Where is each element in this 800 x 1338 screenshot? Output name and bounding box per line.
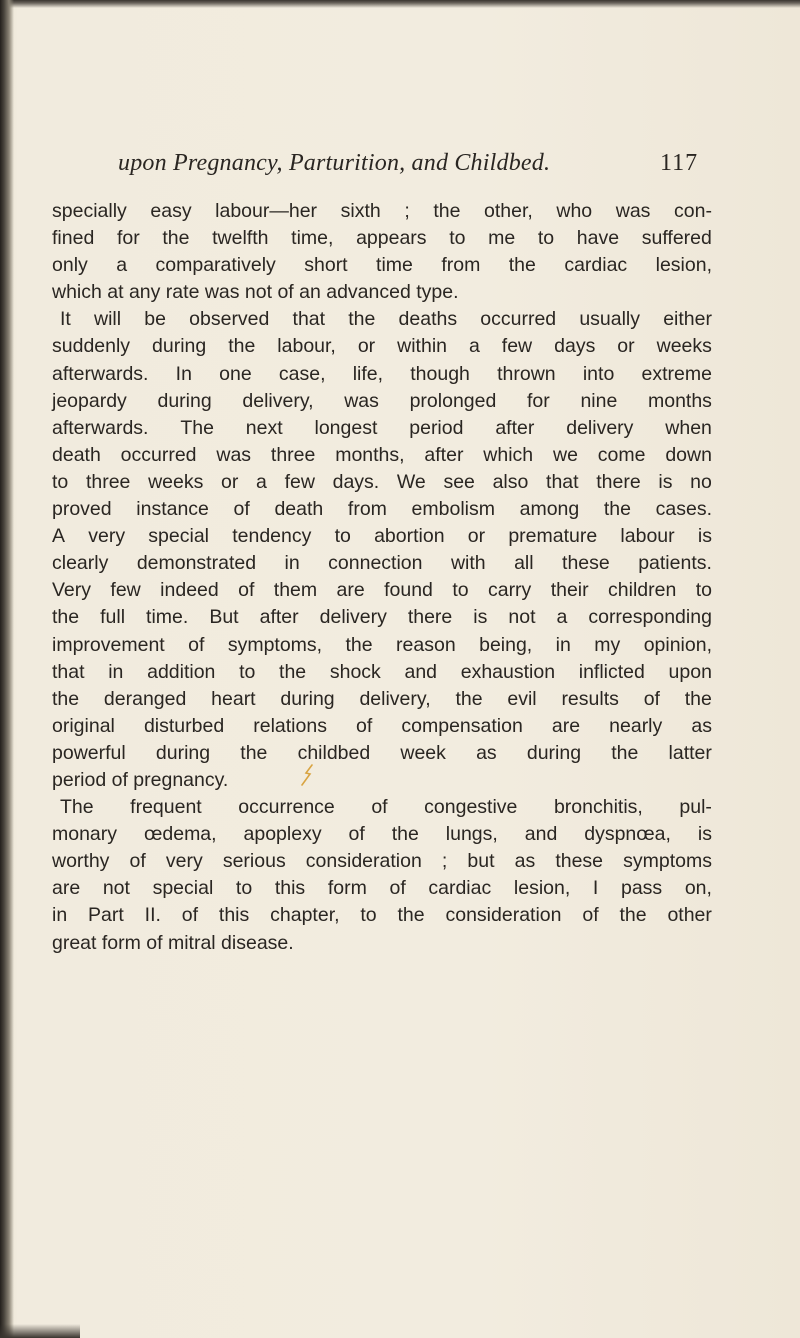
body-text	[52, 198, 712, 957]
paragraph-start-line: It will be observed that the deaths occurred usually either	[60, 308, 712, 331]
text-line: great form of mitral disease.	[52, 931, 294, 954]
text-line: death occurred was three months, after which we come down	[52, 443, 712, 466]
text-line: to three weeks or a few days. We see also that there is no	[52, 470, 712, 493]
ink-mark-icon	[300, 764, 314, 786]
text-line: the deranged heart during delivery, the evil results of the	[52, 687, 712, 710]
text-line: powerful during the childbed week as during the latter	[52, 741, 712, 764]
text-line: period of pregnancy.	[52, 768, 229, 791]
text-line: original disturbed relations of compensation are nearly as	[52, 714, 712, 737]
text-line: monary œdema, apoplexy of the lungs, and dyspnœa, is	[52, 823, 712, 846]
text-line: that in addition to the shock and exhaustion inflicted upon	[52, 660, 712, 683]
running-header: upon Pregnancy, Parturition, and Childbed.	[118, 150, 551, 176]
page-top-edge	[0, 0, 800, 8]
text-line: clearly demonstrated in connection with all these patients.	[52, 552, 712, 575]
text-line: worthy of very serious consideration ; but as these symptoms	[52, 850, 712, 873]
text-line: fined for the twelfth time, appears to me to have suffered	[52, 227, 712, 250]
text-line: improvement of symptoms, the reason being, in my opinion,	[52, 633, 712, 656]
paragraph-start-line: The frequent occurrence of congestive bronchitis, pul-	[60, 796, 712, 819]
text-line: are not special to this form of cardiac lesion, I pass on,	[52, 877, 712, 900]
text-line: which at any rate was not of an advanced type.	[52, 281, 459, 304]
text-line: specially easy labour—her sixth ; the other, who was con-	[52, 200, 712, 222]
page-bottom-edge	[0, 1324, 80, 1338]
text-line: in Part II. of this chapter, to the consideration of the other	[52, 904, 712, 927]
text-line: afterwards. The next longest period after delivery when	[52, 416, 712, 439]
text-line: suddenly during the labour, or within a few days or weeks	[52, 335, 712, 358]
page-number: 117	[660, 150, 699, 176]
text-line: proved instance of death from embolism among the cases.	[52, 498, 712, 521]
text-line: only a comparatively short time from the cardiac lesion,	[52, 254, 712, 277]
text-line: afterwards. In one case, life, though thrown into extreme	[52, 362, 712, 385]
page-binding-edge	[0, 0, 14, 1338]
text-line: the full time. But after delivery there is not a corresponding	[52, 606, 712, 629]
text-line: jeopardy during delivery, was prolonged for nine months	[52, 389, 712, 412]
text-line: Very few indeed of them are found to carry their children to	[52, 579, 712, 602]
text-line: A very special tendency to abortion or premature labour is	[52, 525, 712, 548]
